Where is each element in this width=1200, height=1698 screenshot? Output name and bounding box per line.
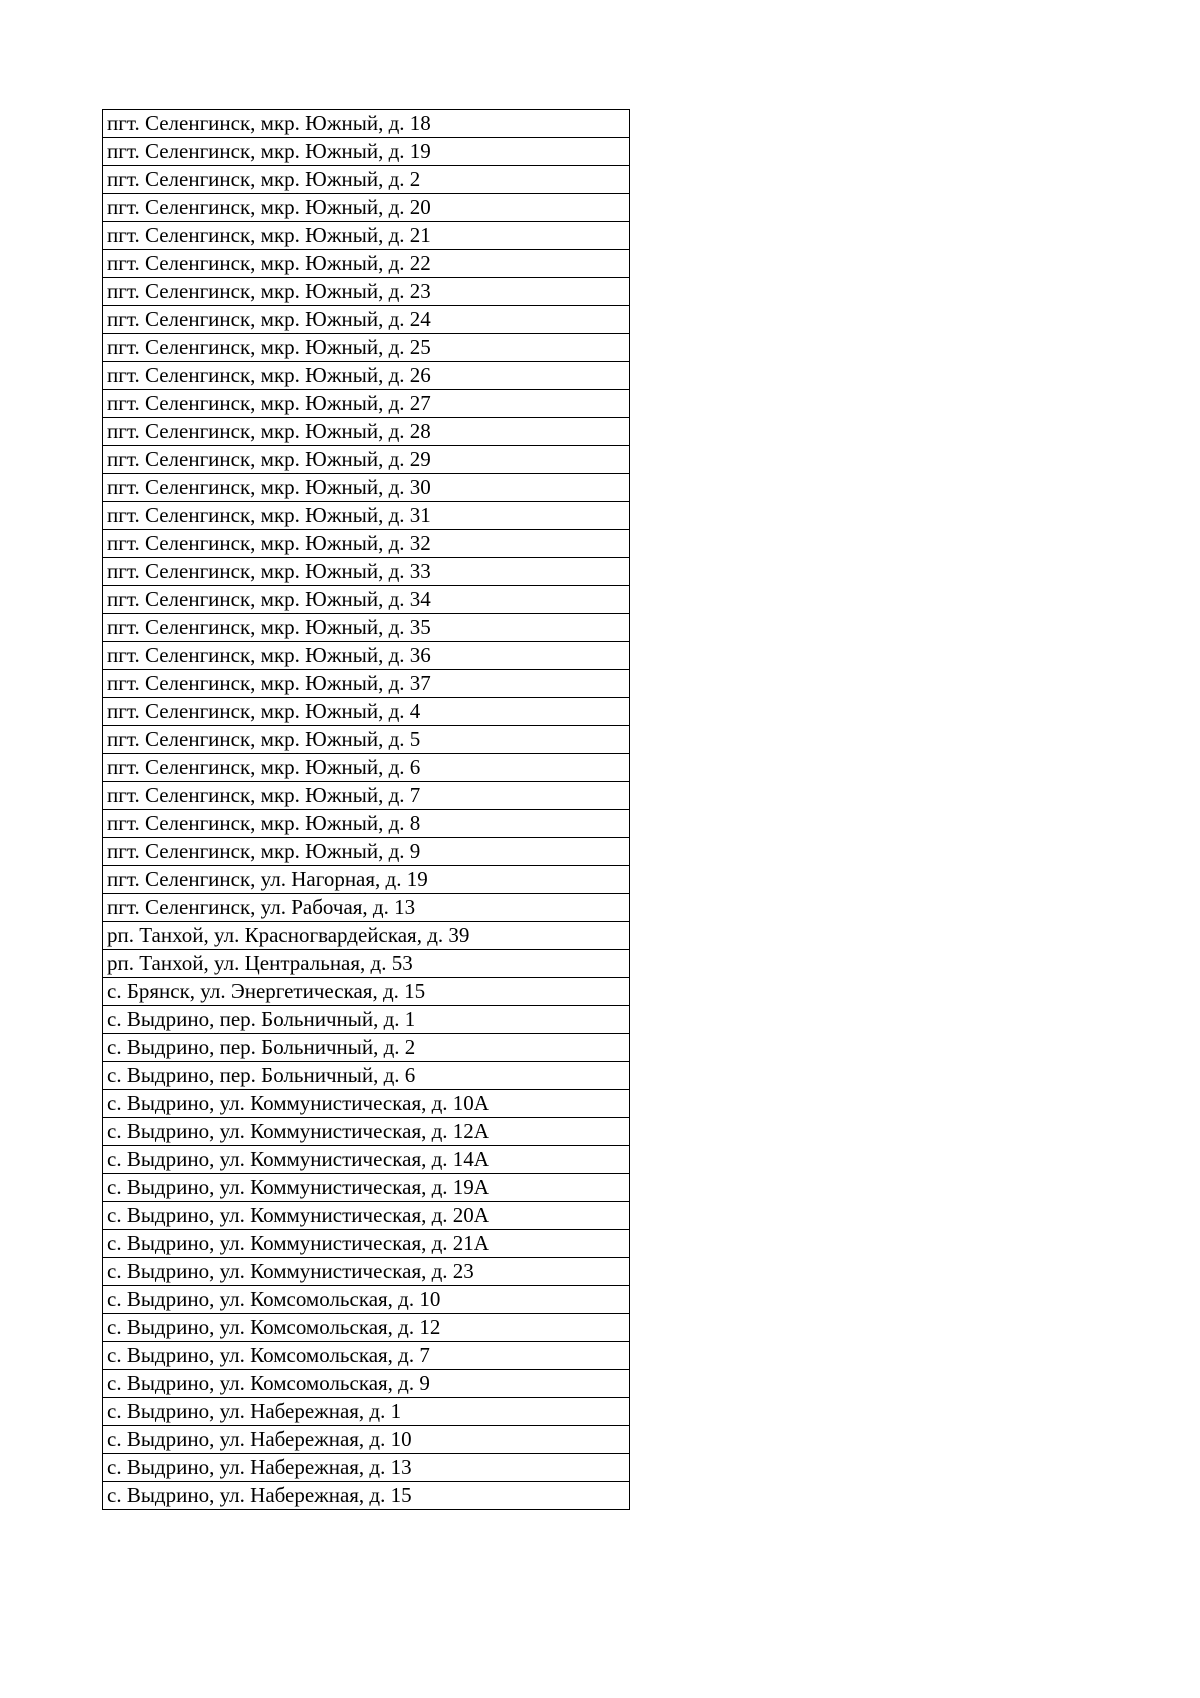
table-row xyxy=(103,726,630,754)
address-cell: пгт. Селенгинск, ул. Рабочая, д. 13 xyxy=(103,894,630,922)
address-cell: с. Выдрино, ул. Коммунистическая, д. 19А xyxy=(103,1174,630,1202)
table-row xyxy=(103,194,630,222)
address-table xyxy=(102,109,630,1510)
address-cell: пгт. Селенгинск, мкр. Южный, д. 28 xyxy=(103,418,630,446)
table-row xyxy=(103,1398,630,1426)
table-row xyxy=(103,1482,630,1510)
table-row xyxy=(103,110,630,138)
table-row xyxy=(103,642,630,670)
address-cell: пгт. Селенгинск, мкр. Южный, д. 2 xyxy=(103,166,630,194)
address-cell: пгт. Селенгинск, мкр. Южный, д. 25 xyxy=(103,334,630,362)
address-cell: пгт. Селенгинск, мкр. Южный, д. 26 xyxy=(103,362,630,390)
address-cell: с. Выдрино, ул. Коммунистическая, д. 14А xyxy=(103,1146,630,1174)
address-cell: пгт. Селенгинск, мкр. Южный, д. 36 xyxy=(103,642,630,670)
table-row xyxy=(103,698,630,726)
address-cell: с. Выдрино, пер. Больничный, д. 6 xyxy=(103,1062,630,1090)
table-row xyxy=(103,334,630,362)
address-cell: пгт. Селенгинск, ул. Нагорная, д. 19 xyxy=(103,866,630,894)
table-row xyxy=(103,1258,630,1286)
address-cell: с. Выдрино, пер. Больничный, д. 2 xyxy=(103,1034,630,1062)
table-row xyxy=(103,838,630,866)
address-cell: пгт. Селенгинск, мкр. Южный, д. 31 xyxy=(103,502,630,530)
table-row xyxy=(103,138,630,166)
table-row xyxy=(103,362,630,390)
address-cell: с. Выдрино, ул. Коммунистическая, д. 12А xyxy=(103,1118,630,1146)
address-cell: пгт. Селенгинск, мкр. Южный, д. 9 xyxy=(103,838,630,866)
table-row xyxy=(103,1342,630,1370)
table-row xyxy=(103,250,630,278)
address-cell: пгт. Селенгинск, мкр. Южный, д. 18 xyxy=(103,110,630,138)
table-row xyxy=(103,1090,630,1118)
address-cell: пгт. Селенгинск, мкр. Южный, д. 8 xyxy=(103,810,630,838)
address-cell: с. Выдрино, пер. Больничный, д. 1 xyxy=(103,1006,630,1034)
table-row xyxy=(103,1202,630,1230)
table-row xyxy=(103,1146,630,1174)
address-cell: с. Выдрино, ул. Набережная, д. 13 xyxy=(103,1454,630,1482)
address-cell: пгт. Селенгинск, мкр. Южный, д. 30 xyxy=(103,474,630,502)
table-row xyxy=(103,502,630,530)
table-row xyxy=(103,530,630,558)
address-cell: с. Выдрино, ул. Коммунистическая, д. 23 xyxy=(103,1258,630,1286)
table-row xyxy=(103,754,630,782)
address-cell: пгт. Селенгинск, мкр. Южный, д. 4 xyxy=(103,698,630,726)
address-table-body xyxy=(103,110,630,1510)
address-cell: пгт. Селенгинск, мкр. Южный, д. 37 xyxy=(103,670,630,698)
table-row xyxy=(103,306,630,334)
table-row xyxy=(103,1370,630,1398)
table-row xyxy=(103,1426,630,1454)
address-cell: пгт. Селенгинск, мкр. Южный, д. 23 xyxy=(103,278,630,306)
table-row xyxy=(103,1118,630,1146)
table-row xyxy=(103,1174,630,1202)
table-row xyxy=(103,1034,630,1062)
table-row xyxy=(103,978,630,1006)
table-row xyxy=(103,922,630,950)
table-row xyxy=(103,418,630,446)
table-row xyxy=(103,1062,630,1090)
table-row xyxy=(103,474,630,502)
address-cell: с. Выдрино, ул. Набережная, д. 1 xyxy=(103,1398,630,1426)
table-row xyxy=(103,894,630,922)
address-cell: пгт. Селенгинск, мкр. Южный, д. 7 xyxy=(103,782,630,810)
address-cell: пгт. Селенгинск, мкр. Южный, д. 20 xyxy=(103,194,630,222)
table-row xyxy=(103,558,630,586)
address-cell: пгт. Селенгинск, мкр. Южный, д. 6 xyxy=(103,754,630,782)
address-cell: с. Выдрино, ул. Комсомольская, д. 7 xyxy=(103,1342,630,1370)
address-cell: с. Выдрино, ул. Комсомольская, д. 9 xyxy=(103,1370,630,1398)
address-cell: с. Брянск, ул. Энергетическая, д. 15 xyxy=(103,978,630,1006)
address-cell: пгт. Селенгинск, мкр. Южный, д. 33 xyxy=(103,558,630,586)
table-row xyxy=(103,866,630,894)
table-row xyxy=(103,1314,630,1342)
address-cell: пгт. Селенгинск, мкр. Южный, д. 34 xyxy=(103,586,630,614)
address-cell: пгт. Селенгинск, мкр. Южный, д. 5 xyxy=(103,726,630,754)
table-row xyxy=(103,446,630,474)
table-row xyxy=(103,1454,630,1482)
table-row xyxy=(103,586,630,614)
address-cell: с. Выдрино, ул. Коммунистическая, д. 20А xyxy=(103,1202,630,1230)
address-cell: пгт. Селенгинск, мкр. Южный, д. 32 xyxy=(103,530,630,558)
address-cell: с. Выдрино, ул. Коммунистическая, д. 21А xyxy=(103,1230,630,1258)
address-cell: пгт. Селенгинск, мкр. Южный, д. 27 xyxy=(103,390,630,418)
address-cell: с. Выдрино, ул. Комсомольская, д. 10 xyxy=(103,1286,630,1314)
table-row xyxy=(103,166,630,194)
table-row xyxy=(103,390,630,418)
address-cell: пгт. Селенгинск, мкр. Южный, д. 35 xyxy=(103,614,630,642)
table-row xyxy=(103,1006,630,1034)
table-row xyxy=(103,950,630,978)
table-row xyxy=(103,614,630,642)
address-cell: пгт. Селенгинск, мкр. Южный, д. 21 xyxy=(103,222,630,250)
table-row xyxy=(103,810,630,838)
address-cell: рп. Танхой, ул. Центральная, д. 53 xyxy=(103,950,630,978)
address-cell: с. Выдрино, ул. Набережная, д. 10 xyxy=(103,1426,630,1454)
table-row xyxy=(103,278,630,306)
address-cell: рп. Танхой, ул. Красногвардейская, д. 39 xyxy=(103,922,630,950)
address-cell: с. Выдрино, ул. Комсомольская, д. 12 xyxy=(103,1314,630,1342)
address-cell: с. Выдрино, ул. Набережная, д. 15 xyxy=(103,1482,630,1510)
table-row xyxy=(103,1230,630,1258)
table-row xyxy=(103,1286,630,1314)
table-row xyxy=(103,222,630,250)
address-cell: с. Выдрино, ул. Коммунистическая, д. 10А xyxy=(103,1090,630,1118)
address-cell: пгт. Селенгинск, мкр. Южный, д. 19 xyxy=(103,138,630,166)
address-cell: пгт. Селенгинск, мкр. Южный, д. 29 xyxy=(103,446,630,474)
address-cell: пгт. Селенгинск, мкр. Южный, д. 24 xyxy=(103,306,630,334)
table-row xyxy=(103,670,630,698)
table-row xyxy=(103,782,630,810)
address-cell: пгт. Селенгинск, мкр. Южный, д. 22 xyxy=(103,250,630,278)
